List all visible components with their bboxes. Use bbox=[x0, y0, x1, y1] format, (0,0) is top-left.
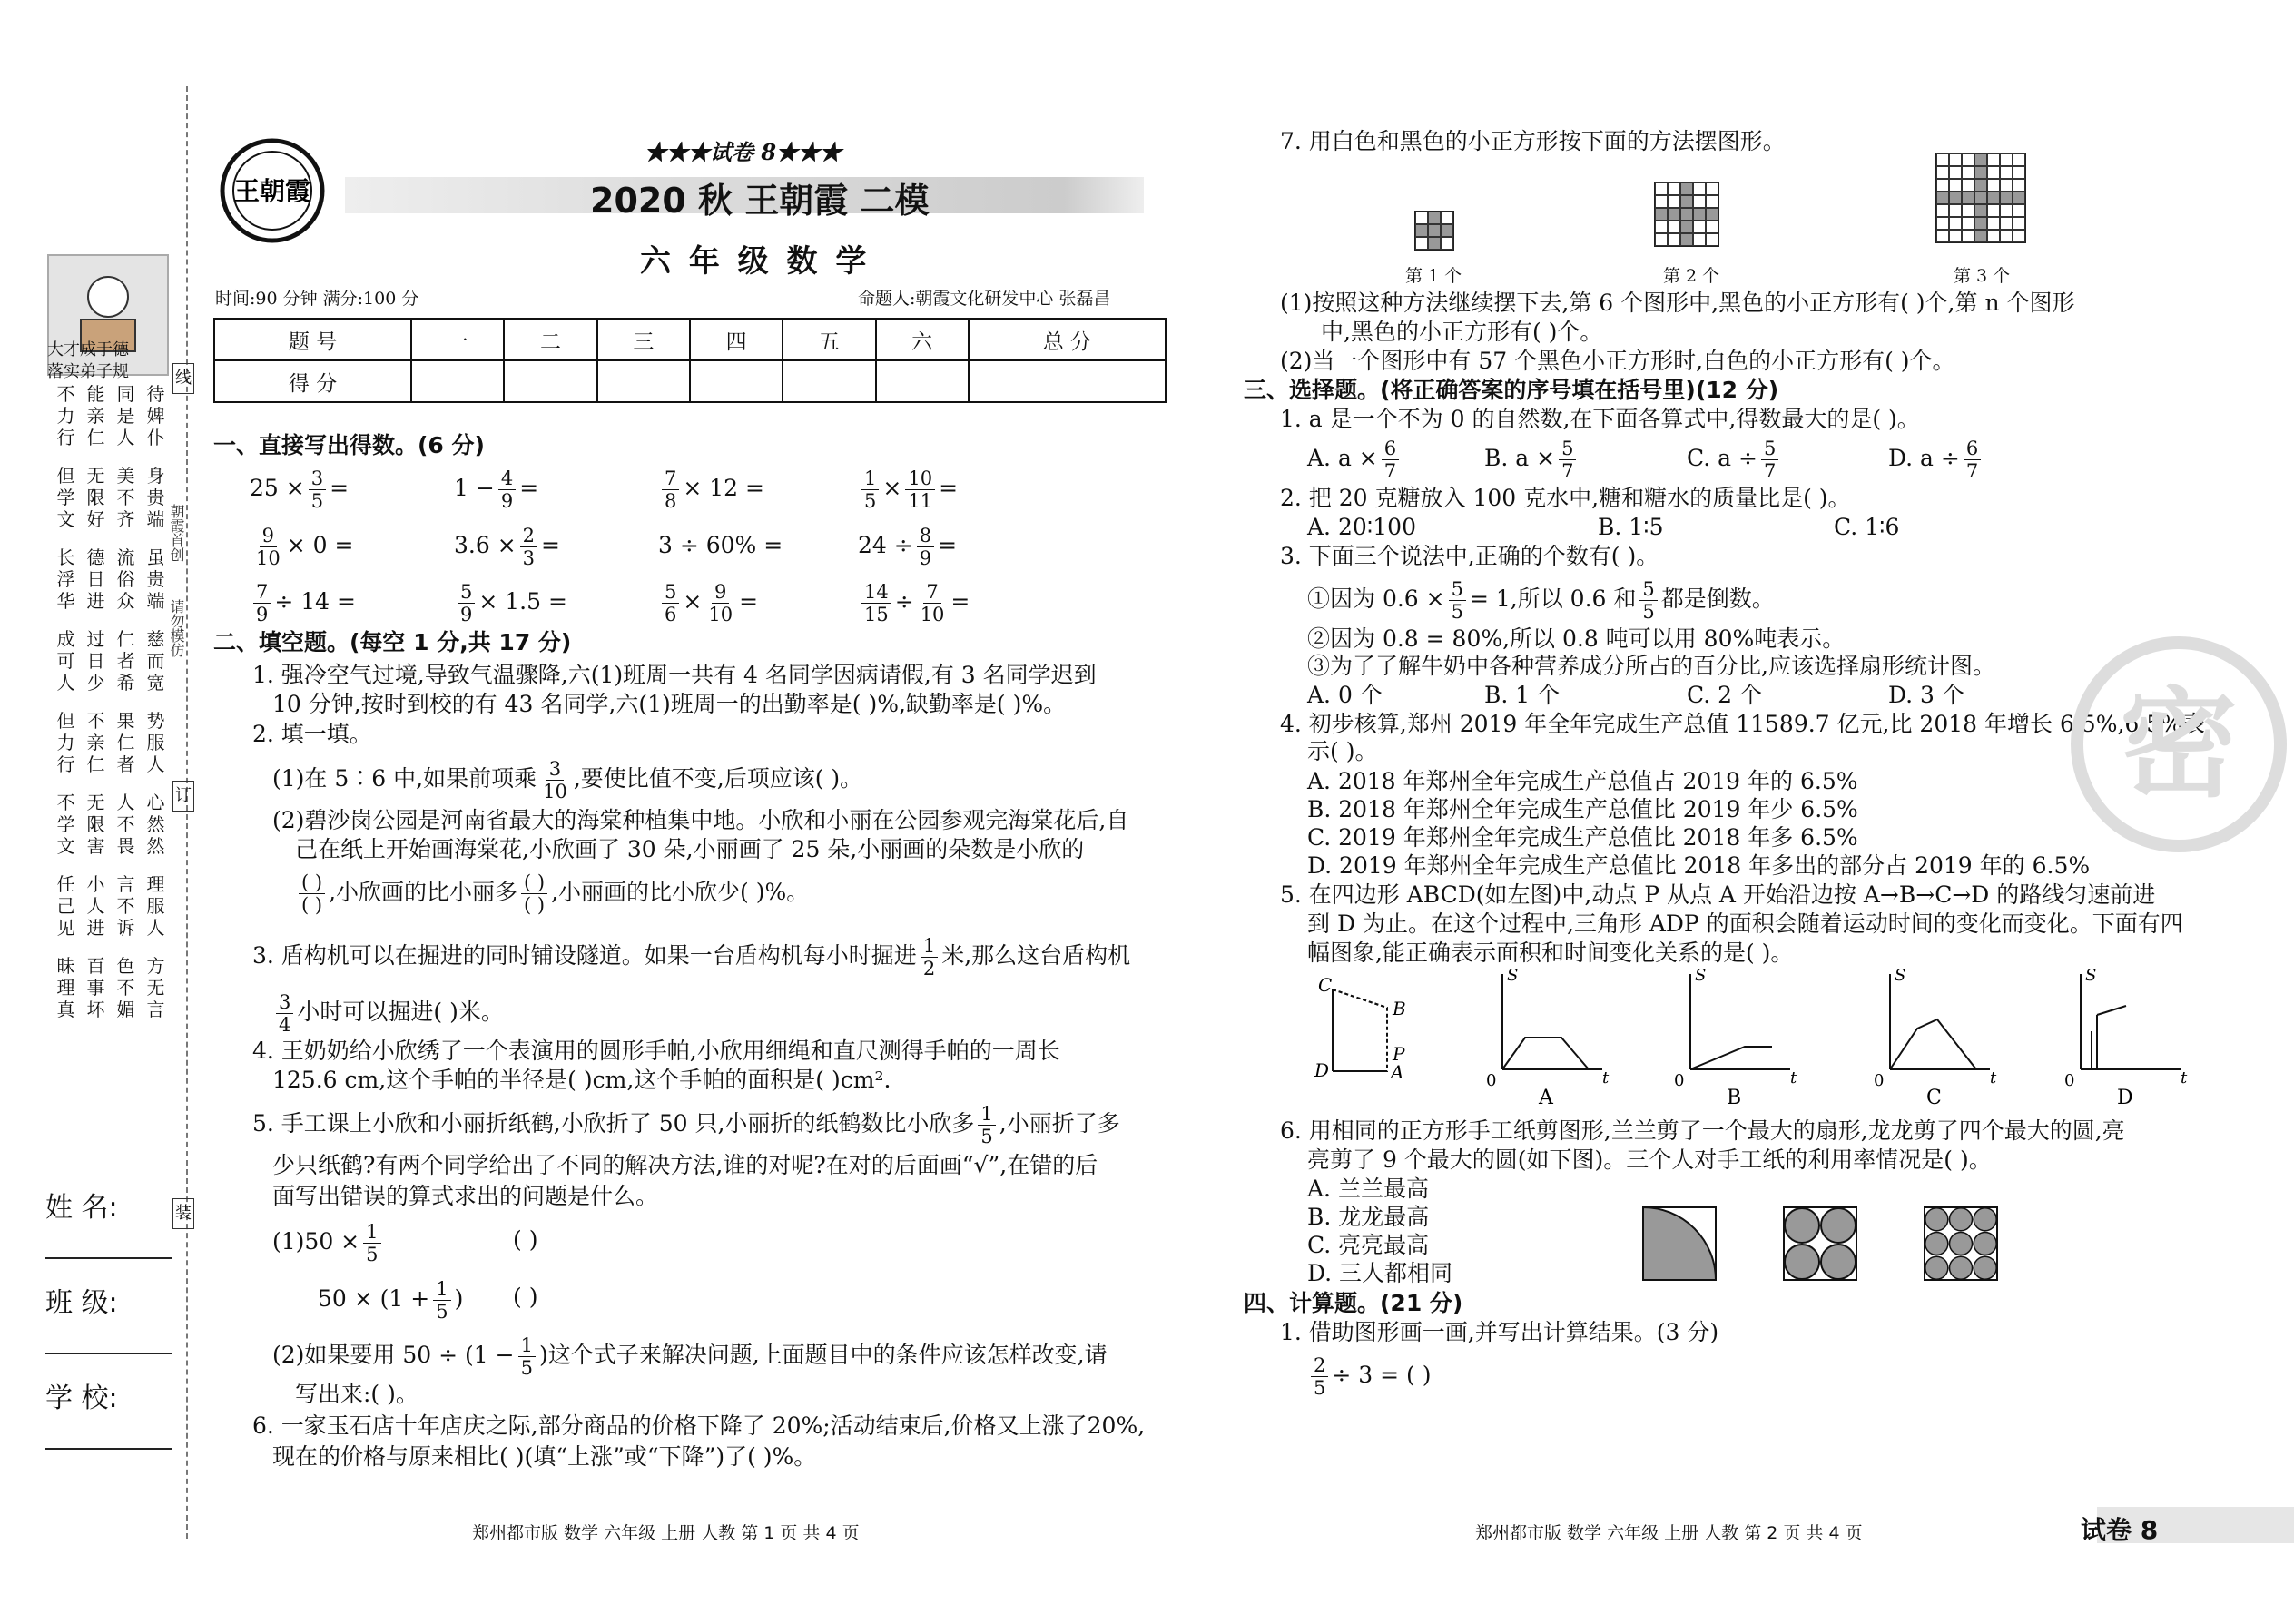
score-table-row bbox=[214, 360, 1166, 402]
grid-square bbox=[2000, 217, 2013, 230]
score-header-cell: 三 bbox=[597, 319, 690, 360]
choice-1-option-c[interactable]: C. a ÷ $\frac{5}{7}$ bbox=[1687, 438, 1782, 482]
q6-line-b: 现在的价格与原来相比( )(填“上涨”或“下降”)了( )%。 bbox=[272, 1443, 817, 1470]
graph-a-label: A bbox=[1539, 1087, 1553, 1109]
grid-square bbox=[1987, 192, 2000, 204]
svg-text:0: 0 bbox=[2064, 1071, 2075, 1090]
grid-square bbox=[1655, 182, 1668, 195]
choice-4-option-b[interactable]: B. 2018 年郑州全年完成生产总值比 2019 年少 6.5% bbox=[1307, 796, 1858, 822]
score-cell[interactable] bbox=[690, 360, 783, 402]
sidebar-banner-2: 落实弟子规 bbox=[47, 362, 129, 381]
confidential-stamp-icon bbox=[2070, 635, 2288, 853]
grid-square bbox=[1428, 224, 1441, 237]
motto-group: 但 不 果 势 力 亲 仁 服 行 仁 者 人 bbox=[56, 710, 165, 775]
sidebar-motto bbox=[51, 383, 187, 1037]
choice-6-option-c[interactable]: C. 亮亮最高 bbox=[1307, 1232, 1430, 1258]
grid-square bbox=[1974, 204, 1987, 217]
grid-square bbox=[1962, 204, 1974, 217]
footer-page-2: 郑州都市版 数学 六年级 上册 人教 第 2 页 共 4 页 bbox=[1475, 1523, 1863, 1543]
class-label: 班 级: bbox=[45, 1287, 118, 1319]
grid-square bbox=[1668, 221, 1680, 233]
q5-line-b: 少只纸鹤?有两个同学给出了不同的解决方法,谁的对呢?在对的后面画“√”,在错的后 bbox=[272, 1152, 1098, 1178]
grid-square bbox=[1655, 221, 1668, 233]
choice-2: 2. 把 20 克糖放入 100 克水中,糖和糖水的质量比是( )。 bbox=[1280, 485, 1851, 511]
choice-3: 3. 下面三个说法中,正确的个数有( )。 bbox=[1280, 543, 1659, 569]
grid-square bbox=[1693, 233, 1706, 246]
grid-square bbox=[1428, 212, 1441, 224]
score-cell[interactable] bbox=[876, 360, 969, 402]
choice-4-line-b: 示( )。 bbox=[1307, 738, 1378, 764]
grid-square bbox=[1680, 208, 1693, 221]
choice-4-line-a: 4. 初步核算,郑州 2019 年全年完成生产总值 11589.7 亿元,比 2018 年增长 6.5%,6.5%表 bbox=[1280, 711, 2205, 737]
choice-3-statement-3: ③为了了解牛奶中各种营养成分所占的百分比,应该选择扇形统计图。 bbox=[1307, 653, 1995, 679]
footer-page-1: 郑州都市版 数学 六年级 上册 人教 第 1 页 共 4 页 bbox=[472, 1523, 860, 1543]
choice-6-line-b: 亮剪了 9 个最大的圆(如下图)。三个人对手工纸的利用率情况是( )。 bbox=[1307, 1147, 1992, 1173]
name-line[interactable] bbox=[45, 1257, 172, 1259]
grid-square bbox=[2013, 166, 2025, 179]
svg-text:S: S bbox=[1507, 966, 1519, 985]
choice-3-option-a[interactable]: A. 0 个 bbox=[1307, 682, 1383, 708]
sidebar-vertical-2: 请勿模仿 bbox=[168, 599, 185, 657]
q5-method-1: (1)50 × $\frac{1}{5}$ bbox=[272, 1221, 385, 1265]
graph-d-label: D bbox=[2117, 1087, 2133, 1109]
score-cell[interactable] bbox=[783, 360, 875, 402]
grid-square bbox=[1949, 217, 1962, 230]
choice-3-option-d[interactable]: D. 3 个 bbox=[1888, 682, 1964, 708]
graph-b[interactable] bbox=[1663, 966, 1799, 1109]
fan-shape-figure bbox=[1643, 1207, 1716, 1280]
grid-square bbox=[1962, 166, 1974, 179]
grid-square bbox=[1974, 230, 1987, 242]
grid-square bbox=[2000, 166, 2013, 179]
choice-5-line-a: 5. 在四边形 ABCD(如左图)中,动点 P 从点 A 开始沿边按 A→B→C→D 的路线匀速前进 bbox=[1280, 881, 2156, 908]
svg-text:S: S bbox=[1895, 966, 1906, 985]
q3-line-b: $\frac{3}{4}$ 小时可以掘进( )米。 bbox=[272, 991, 504, 1036]
pattern-figure-1 bbox=[1414, 211, 1454, 251]
choice-6-option-a[interactable]: A. 兰兰最高 bbox=[1307, 1176, 1429, 1202]
calc-1-3: $\frac{7}{8}$ × 12 = bbox=[658, 468, 764, 512]
graph-c[interactable] bbox=[1863, 966, 1999, 1109]
choice-2-option-b[interactable]: B. 1∶5 bbox=[1598, 514, 1664, 540]
score-header-cell: 四 bbox=[690, 319, 783, 360]
choice-1-option-b[interactable]: B. a × $\frac{5}{7}$ bbox=[1484, 438, 1580, 482]
motto-group: 任 小 言 理 己 人 不 服 见 进 诉 人 bbox=[56, 873, 165, 939]
grid-square bbox=[1415, 224, 1428, 237]
choice-1-option-a[interactable]: A. a × $\frac{6}{7}$ bbox=[1307, 438, 1403, 482]
calc-2-2: 3.6 × $\frac{2}{3}$ = bbox=[454, 525, 560, 569]
grid-square bbox=[1680, 182, 1693, 195]
calc-2-4: 24 ÷ $\frac{8}{9}$ = bbox=[858, 525, 958, 569]
choice-5-line-c: 幅图象,能正确表示面积和时间变化关系的是( )。 bbox=[1307, 940, 1794, 966]
score-cell[interactable] bbox=[411, 360, 504, 402]
grid-square bbox=[1949, 204, 1962, 217]
score-header-cell: 题 号 bbox=[214, 319, 411, 360]
q2-2-line-a: (2)碧沙岗公园是河南省最大的海棠种植集中地。小欣和小丽在公园参观完海棠花后,自 bbox=[272, 807, 1129, 833]
grid-square bbox=[1936, 230, 1949, 242]
quadrilateral-figure bbox=[1314, 971, 1423, 1083]
q4-line-b: 125.6 cm,这个手帕的半径是( )cm,这个手帕的面积是( )cm². bbox=[272, 1067, 891, 1093]
grid-square bbox=[1936, 166, 1949, 179]
grid-square bbox=[1668, 195, 1680, 208]
cut-mark-line: 线 bbox=[172, 363, 194, 394]
grid-square bbox=[1949, 166, 1962, 179]
motto-group: 长 德 流 虽 浮 日 俗 贵 华 进 众 端 bbox=[56, 546, 165, 612]
q4-line-a: 4. 王奶奶给小欣绣了一个表演用的圆形手帕,小欣用细绳和直尺测得手帕的一周长 bbox=[252, 1038, 1060, 1064]
q2-2-line-b: 己在纸上开始画海棠花,小欣画了 30 朵,小丽画了 25 朵,小丽画的朵数是小欣的 bbox=[295, 836, 1085, 862]
grid-square bbox=[1706, 221, 1718, 233]
graph-d[interactable] bbox=[2053, 966, 2190, 1109]
grid-square bbox=[1949, 230, 1962, 242]
section4-title: 四、计算题。(21 分) bbox=[1244, 1290, 1463, 1316]
grid-square bbox=[1962, 192, 1974, 204]
pattern-figure-2 bbox=[1654, 182, 1719, 247]
fig2-caption: 第 2 个 bbox=[1663, 266, 1720, 286]
grid-square bbox=[1962, 153, 1974, 166]
q2-title: 2. 填一填。 bbox=[252, 721, 372, 747]
choice-3-statement-2: ②因为 0.8 = 80%,所以 0.8 吨可以用 80%吨表示。 bbox=[1307, 625, 1846, 652]
class-line[interactable] bbox=[45, 1353, 172, 1354]
grid-square bbox=[2000, 204, 2013, 217]
motto-group: 昧 百 色 方 理 事 不 无 真 坏 媚 言 bbox=[56, 955, 165, 1020]
footer-exam-tag: 试卷 8 bbox=[2081, 1515, 2159, 1545]
grid-square bbox=[1962, 230, 1974, 242]
grid-square bbox=[1706, 233, 1718, 246]
score-header-cell: 一 bbox=[411, 319, 504, 360]
grid-square bbox=[1668, 233, 1680, 246]
fig1-caption: 第 1 个 bbox=[1405, 266, 1462, 286]
calc-3-1: $\frac{7}{9}$ ÷ 14 = bbox=[250, 581, 356, 625]
grid-square bbox=[1655, 208, 1668, 221]
grid-square bbox=[2013, 153, 2025, 166]
score-table bbox=[213, 318, 1167, 403]
q2-1: (1)在 5∶6 中,如果前项乘 $\frac{3}{10}$ ,要使比值不变,后项应该( )。 bbox=[272, 758, 863, 802]
quad-label-a: A bbox=[1391, 1061, 1404, 1083]
svg-text:S: S bbox=[2085, 966, 2097, 985]
choice-2-option-a[interactable]: A. 20∶100 bbox=[1307, 514, 1416, 540]
grid-square bbox=[2013, 192, 2025, 204]
grid-square bbox=[1974, 166, 1987, 179]
grid-square bbox=[2000, 230, 2013, 242]
q1-line-a: 1. 强冷空气过境,导致气温骤降,六(1)班周一共有 4 名同学因病请假,有 3 名同学迟到 bbox=[252, 662, 1097, 688]
choice-3-option-b[interactable]: B. 1 个 bbox=[1484, 682, 1561, 708]
cut-mark-order: 订 bbox=[172, 781, 194, 812]
grid-square bbox=[1655, 195, 1668, 208]
exam-time-info: 时间:90 分钟 满分:100 分 bbox=[215, 289, 419, 309]
grid-square bbox=[1655, 233, 1668, 246]
calc-3-4: $\frac{14}{15}$ ÷ $\frac{7}{10}$ = bbox=[858, 581, 970, 625]
exam-series: ★★★试卷 8★★★ bbox=[645, 139, 842, 165]
q6-line-a: 6. 一家玉石店十年店庆之际,部分商品的价格下降了 20%;活动结束后,价格又上涨了20%, bbox=[252, 1412, 1146, 1439]
grid-square bbox=[1441, 224, 1453, 237]
grid-square bbox=[1974, 192, 1987, 204]
choice-6-line-a: 6. 用相同的正方形手工纸剪图形,兰兰剪了一个最大的扇形,龙龙剪了四个最大的圆,亮 bbox=[1280, 1117, 2125, 1144]
grid-square bbox=[1680, 233, 1693, 246]
choice-4-option-d[interactable]: D. 2019 年郑州全年完成生产总值比 2018 年多出的部分占 2019 年的 6.5% bbox=[1307, 852, 2091, 879]
q3-line-a: 3. 盾构机可以在掘进的同时铺设隧道。如果一台盾构机每小时掘进 $\frac{1}{2}$ 米,那么这台盾构机 bbox=[252, 935, 1131, 979]
grid-square bbox=[1936, 153, 1949, 166]
score-row-label: 得 分 bbox=[214, 360, 411, 402]
svg-text:t: t bbox=[1602, 1068, 1610, 1088]
q5-part-2: (2)如果要用 50 ÷ (1 − $\frac{1}{5}$ )这个式子来解决问题,上面题目中的条件应该怎样改变,请 bbox=[272, 1334, 1108, 1379]
grid-square bbox=[1987, 166, 2000, 179]
calc-2-3: 3 ÷ 60% = bbox=[658, 532, 783, 558]
calc-q1-expression: $\frac{2}{5}$ ÷ 3 = ( ) bbox=[1307, 1354, 1431, 1399]
choice-3-option-c[interactable]: C. 2 个 bbox=[1687, 682, 1762, 708]
grid-square bbox=[1974, 179, 1987, 192]
q5-part-2-answer[interactable]: 写出来:( )。 bbox=[295, 1381, 418, 1407]
motto-group: 不 能 同 待 力 亲 是 婢 行 仁 人 仆 bbox=[56, 383, 165, 448]
grid-square bbox=[1668, 182, 1680, 195]
grid-square bbox=[2000, 179, 2013, 192]
logo-seal-icon bbox=[218, 136, 327, 245]
grid-square bbox=[1949, 179, 1962, 192]
grid-square bbox=[1974, 217, 1987, 230]
calc-3-2: $\frac{5}{9}$ × 1.5 = bbox=[454, 581, 567, 625]
q7-2: (2)当一个图形中有 57 个黑色小正方形时,白色的小正方形有( )个。 bbox=[1280, 348, 1955, 374]
fig3-caption: 第 3 个 bbox=[1954, 266, 2011, 286]
q5-method-2: 50 × (1 + $\frac{1}{5}$ ) bbox=[318, 1278, 464, 1323]
svg-text:0: 0 bbox=[1874, 1071, 1885, 1090]
score-table-header-row bbox=[214, 319, 1166, 360]
choice-6-option-b[interactable]: B. 龙龙最高 bbox=[1307, 1204, 1430, 1230]
grid-square bbox=[1706, 195, 1718, 208]
grid-square bbox=[1987, 204, 2000, 217]
section2-title: 二、填空题。(每空 1 分,共 17 分) bbox=[213, 629, 572, 655]
grid-square bbox=[1693, 195, 1706, 208]
logo bbox=[218, 136, 327, 245]
score-header-cell: 二 bbox=[504, 319, 596, 360]
grid-square bbox=[2013, 230, 2025, 242]
section1-title: 一、直接写出得数。(6 分) bbox=[213, 432, 485, 458]
quad-label-c: C bbox=[1318, 974, 1333, 996]
exam-title: 2020 秋 王朝霞 二模 bbox=[590, 181, 930, 221]
motto-group: 不 无 人 心 学 限 不 然 文 害 畏 然 bbox=[56, 792, 165, 857]
grid-square bbox=[1987, 153, 2000, 166]
grid-square bbox=[1706, 182, 1718, 195]
grid-square bbox=[2013, 204, 2025, 217]
score-header-cell: 总 分 bbox=[969, 319, 1166, 360]
q1-line-b: 10 分钟,按时到校的有 43 名同学,六(1)班周一的出勤率是( )%,缺勤率是( )%。 bbox=[272, 691, 1067, 717]
q7-1-line-a: (1)按照这种方法继续摆下去,第 6 个图形中,黑色的小正方形有( )个,第 n 个图形 bbox=[1280, 290, 2075, 316]
choice-6-option-d[interactable]: D. 三人都相同 bbox=[1307, 1260, 1453, 1286]
svg-text:S: S bbox=[1695, 966, 1707, 985]
score-cell[interactable] bbox=[504, 360, 596, 402]
grid-square bbox=[1987, 230, 2000, 242]
choice-3-statement-1: ①因为 0.6 × $\frac{5}{5}$ = 1,所以 0.6 和 $\frac{5}{5}$ 都是倒数。 bbox=[1307, 578, 1775, 623]
choice-2-option-c[interactable]: C. 1∶6 bbox=[1834, 514, 1900, 540]
grid-square bbox=[2000, 192, 2013, 204]
grid-square bbox=[1680, 195, 1693, 208]
grid-square bbox=[1680, 221, 1693, 233]
score-header-cell: 五 bbox=[783, 319, 875, 360]
motto-group: 但 无 美 身 学 限 不 贵 文 好 齐 端 bbox=[56, 465, 165, 530]
grid-square bbox=[1441, 237, 1453, 250]
quad-label-b: B bbox=[1393, 998, 1406, 1019]
nine-circles-figure bbox=[1925, 1207, 1997, 1280]
choice-4-option-c[interactable]: C. 2019 年郑州全年完成生产总值比 2018 年多 6.5% bbox=[1307, 824, 1858, 851]
grid-square bbox=[1949, 192, 1962, 204]
choice-4-option-a[interactable]: A. 2018 年郑州全年完成生产总值占 2019 年的 6.5% bbox=[1307, 768, 1858, 794]
grid-square bbox=[2013, 179, 2025, 192]
grid-square bbox=[1936, 192, 1949, 204]
graph-a[interactable] bbox=[1475, 966, 1611, 1109]
grid-square bbox=[1974, 153, 1987, 166]
q5-method-2-answer[interactable]: ( ) bbox=[513, 1284, 538, 1310]
q7-title: 7. 用白色和黑色的小正方形按下面的方法摆图形。 bbox=[1280, 128, 1786, 154]
svg-text:t: t bbox=[1990, 1068, 1997, 1088]
four-circles-figure bbox=[1784, 1207, 1856, 1280]
school-label: 学 校: bbox=[45, 1383, 118, 1414]
calc-q1: 1. 借助图形画一画,并写出计算结果。(3 分) bbox=[1280, 1319, 1719, 1345]
grid-square bbox=[1962, 179, 1974, 192]
choice-5-line-b: 到 D 为止。在这个过程中,三角形 ADP 的面积会随着运动时间的变化而变化。下面有四 bbox=[1307, 910, 2183, 937]
pattern-figure-3 bbox=[1935, 153, 2026, 243]
grid-square bbox=[2000, 153, 2013, 166]
calc-3-3: $\frac{5}{6}$ × $\frac{9}{10}$ = bbox=[658, 581, 758, 625]
svg-text:t: t bbox=[1790, 1068, 1797, 1088]
grid-square bbox=[1428, 237, 1441, 250]
svg-text:王朝霞: 王朝霞 bbox=[233, 176, 311, 206]
grid-square bbox=[1936, 179, 1949, 192]
section3-title: 三、选择题。(将正确答案的序号填在括号里)(12 分) bbox=[1244, 377, 1779, 403]
grid-square bbox=[1415, 212, 1428, 224]
q2-2-line-c: $\frac{( )}{( )}$ ,小欣画的比小丽多 $\frac{( )}{( )}$ ,小丽画的比小欣少( )%。 bbox=[295, 871, 809, 916]
exam-subject: 六 年 级 数 学 bbox=[640, 243, 871, 280]
calc-1-1: 25 × $\frac{3}{5}$ = bbox=[250, 468, 350, 512]
svg-text:0: 0 bbox=[1674, 1071, 1685, 1090]
choice-1: 1. a 是一个不为 0 的自然数,在下面各算式中,得数最大的是( )。 bbox=[1280, 406, 1920, 432]
grid-square bbox=[1693, 208, 1706, 221]
svg-text:密: 密 bbox=[2119, 674, 2239, 813]
graph-b-label: B bbox=[1727, 1087, 1742, 1109]
q5-line-a: 5. 手工课上小欣和小丽折纸鹤,小欣折了 50 只,小丽折的纸鹤数比小欣多 $\frac{1}{5}$ ,小丽折了多 bbox=[252, 1103, 1120, 1147]
grid-square bbox=[1987, 179, 2000, 192]
calc-1-4: $\frac{1}{5}$ × $\frac{10}{11}$ = bbox=[858, 468, 958, 512]
grid-square bbox=[1962, 217, 1974, 230]
graph-c-label: C bbox=[1926, 1087, 1942, 1109]
grid-square bbox=[1441, 212, 1453, 224]
grid-square bbox=[1706, 208, 1718, 221]
svg-text:t: t bbox=[2181, 1068, 2188, 1088]
quad-label-d: D bbox=[1314, 1059, 1330, 1081]
score-cell[interactable] bbox=[597, 360, 690, 402]
grid-square bbox=[1693, 221, 1706, 233]
sidebar-vertical-1: 朝霞首创 bbox=[168, 504, 185, 562]
choice-1-option-d[interactable]: D. a ÷ $\frac{6}{7}$ bbox=[1888, 438, 1984, 482]
score-cell[interactable] bbox=[969, 360, 1166, 402]
quad-label-p: P bbox=[1393, 1043, 1405, 1065]
exam-author-info: 命题人:朝霞文化研发中心 张磊昌 bbox=[858, 289, 1111, 309]
grid-square bbox=[1987, 217, 2000, 230]
grid-square bbox=[1415, 237, 1428, 250]
score-header-cell: 六 bbox=[876, 319, 969, 360]
sidebar-banner-1: 大才成于德 bbox=[47, 340, 129, 359]
name-label: 姓 名: bbox=[45, 1192, 118, 1224]
grid-square bbox=[1949, 153, 1962, 166]
q5-line-c: 面写出错误的算式求出的问题是什么。 bbox=[272, 1183, 659, 1209]
school-line[interactable] bbox=[45, 1448, 172, 1450]
grid-square bbox=[1936, 217, 1949, 230]
cut-mark-bind: 装 bbox=[172, 1198, 194, 1229]
q5-method-1-answer[interactable]: ( ) bbox=[513, 1226, 538, 1253]
grid-square bbox=[1693, 182, 1706, 195]
grid-square bbox=[2013, 217, 2025, 230]
svg-text:0: 0 bbox=[1486, 1071, 1497, 1090]
q7-1-line-b: 中,黑色的小正方形有( )个。 bbox=[1321, 319, 1603, 345]
motto-group: 成 过 仁 慈 可 日 者 而 人 少 希 宽 bbox=[56, 628, 165, 694]
calc-2-1: $\frac{9}{10}$ × 0 = bbox=[256, 525, 354, 569]
grid-square bbox=[1936, 204, 1949, 217]
calc-1-2: 1 − $\frac{4}{9}$ = bbox=[454, 468, 539, 512]
grid-square bbox=[1668, 208, 1680, 221]
